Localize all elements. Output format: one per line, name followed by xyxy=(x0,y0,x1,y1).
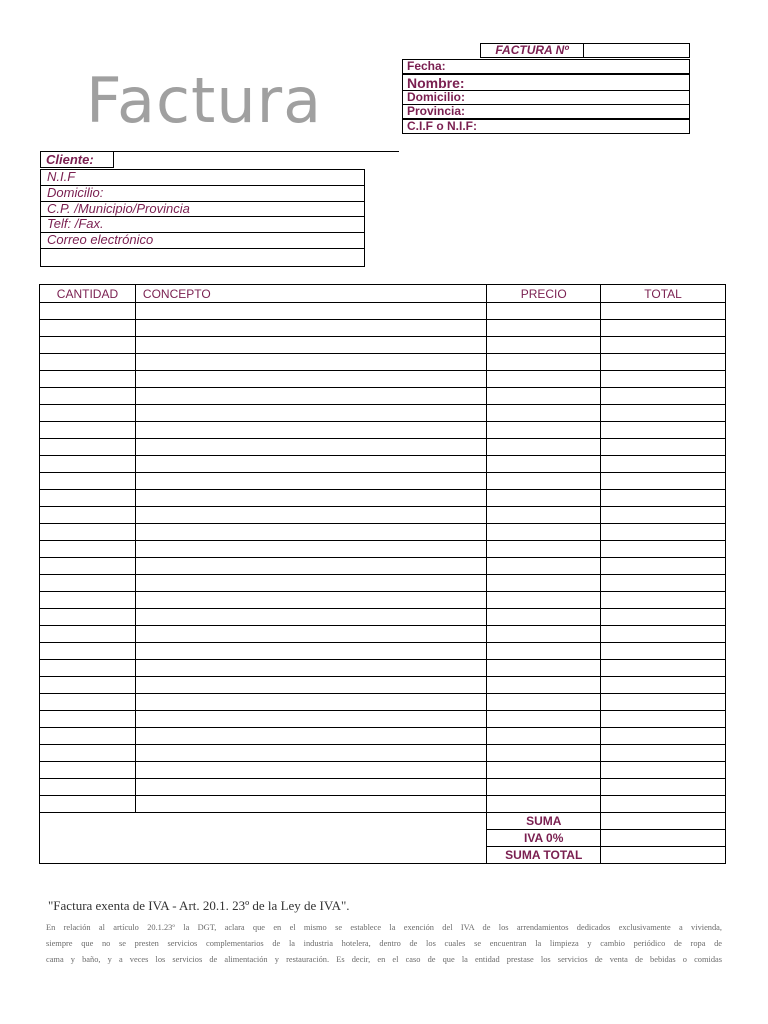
name-field[interactable] xyxy=(402,74,690,91)
table-row xyxy=(40,320,726,337)
table-row xyxy=(40,796,726,813)
table-row xyxy=(40,626,726,643)
cell-price[interactable] xyxy=(487,796,601,813)
client-postal-field[interactable] xyxy=(40,201,365,217)
cell-concept[interactable] xyxy=(135,456,486,473)
cell-total[interactable] xyxy=(601,660,726,677)
cell-concept[interactable] xyxy=(135,643,486,660)
date-label: Fecha: xyxy=(407,59,446,73)
province-field[interactable] xyxy=(402,104,690,119)
cell-price[interactable] xyxy=(487,439,601,456)
cell-concept[interactable] xyxy=(135,405,486,422)
tax-id-label: C.I.F o N.I.F: xyxy=(407,119,477,133)
legal-line: En relación al artículo 20.1.23º la DGT, aclara que en el mismo se establece la exención del IVA de los arrendamientos dedicados exclusivamente a vivienda, xyxy=(46,923,722,932)
cell-concept[interactable] xyxy=(135,796,486,813)
cell-quantity[interactable] xyxy=(40,354,136,371)
client-email-field[interactable] xyxy=(40,232,365,249)
cell-total[interactable] xyxy=(601,626,726,643)
table-row xyxy=(40,762,726,779)
cell-price[interactable] xyxy=(487,473,601,490)
legal-line: siempre que no se presten servicios complementarios de la industria hotelera, dentro de los cuales se encuentran la limpieza y cambio periódico de ropa de xyxy=(46,939,722,948)
cell-total[interactable] xyxy=(601,405,726,422)
cell-quantity[interactable] xyxy=(40,592,136,609)
province-label: Provincia: xyxy=(407,104,466,118)
cell-quantity[interactable] xyxy=(40,337,136,354)
cell-price[interactable] xyxy=(487,541,601,558)
cell-concept[interactable] xyxy=(135,575,486,592)
cell-concept[interactable] xyxy=(135,490,486,507)
cell-quantity[interactable] xyxy=(40,371,136,388)
cell-price[interactable] xyxy=(487,320,601,337)
items-body xyxy=(40,303,726,813)
table-row xyxy=(40,456,726,473)
cell-quantity[interactable] xyxy=(40,660,136,677)
cell-total[interactable] xyxy=(601,524,726,541)
cell-total[interactable] xyxy=(601,456,726,473)
cell-price[interactable] xyxy=(487,490,601,507)
cell-price[interactable] xyxy=(487,643,601,660)
cell-quantity[interactable] xyxy=(40,694,136,711)
cell-price[interactable] xyxy=(487,354,601,371)
cell-concept[interactable] xyxy=(135,728,486,745)
table-row xyxy=(40,354,726,371)
table-row xyxy=(40,490,726,507)
cell-total[interactable] xyxy=(601,745,726,762)
column-header-concept: CONCEPTO xyxy=(135,285,486,303)
cell-total[interactable] xyxy=(601,592,726,609)
cell-total[interactable] xyxy=(601,609,726,626)
cell-concept[interactable] xyxy=(135,626,486,643)
totals-empty-area xyxy=(40,813,487,864)
invoice-number-label: FACTURA Nº xyxy=(480,43,584,58)
cell-total[interactable] xyxy=(601,779,726,796)
table-row xyxy=(40,575,726,592)
table-row xyxy=(40,337,726,354)
cell-concept[interactable] xyxy=(135,779,486,796)
cell-quantity[interactable] xyxy=(40,524,136,541)
table-row xyxy=(40,609,726,626)
client-address-label: Domicilio: xyxy=(47,185,104,200)
column-header-quantity: CANTIDAD xyxy=(40,285,136,303)
cell-total[interactable] xyxy=(601,371,726,388)
cell-concept[interactable] xyxy=(135,354,486,371)
table-row xyxy=(40,541,726,558)
cell-price[interactable] xyxy=(487,660,601,677)
cell-quantity[interactable] xyxy=(40,626,136,643)
cell-quantity[interactable] xyxy=(40,558,136,575)
cell-quantity[interactable] xyxy=(40,541,136,558)
vat-value-cell[interactable] xyxy=(601,830,726,847)
cell-price[interactable] xyxy=(487,728,601,745)
cell-price[interactable] xyxy=(487,456,601,473)
cell-price[interactable] xyxy=(487,694,601,711)
cell-concept[interactable] xyxy=(135,303,486,320)
client-extra-field[interactable] xyxy=(40,248,365,267)
vendor-info-box xyxy=(402,43,690,134)
cell-quantity[interactable] xyxy=(40,303,136,320)
cell-total[interactable] xyxy=(601,575,726,592)
cell-total[interactable] xyxy=(601,677,726,694)
legal-line: cama y baño, y a veces los servicios de alimentación y restauración. Es decir, en el caso de que la entidad prestase los servicios de venta de bebidas o comidas xyxy=(46,955,722,964)
address-label: Domicilio: xyxy=(407,90,466,104)
table-row xyxy=(40,439,726,456)
cell-price[interactable] xyxy=(487,388,601,405)
address-field[interactable] xyxy=(402,90,690,105)
cell-quantity[interactable] xyxy=(40,473,136,490)
cell-quantity[interactable] xyxy=(40,422,136,439)
tax-id-field[interactable] xyxy=(402,119,690,134)
cell-price[interactable] xyxy=(487,422,601,439)
table-row xyxy=(40,507,726,524)
cell-concept[interactable] xyxy=(135,745,486,762)
table-row xyxy=(40,711,726,728)
grand-total-value-cell[interactable] xyxy=(601,847,726,864)
cell-concept[interactable] xyxy=(135,422,486,439)
cell-quantity[interactable] xyxy=(40,405,136,422)
table-row xyxy=(40,643,726,660)
cell-price[interactable] xyxy=(487,303,601,320)
cell-quantity[interactable] xyxy=(40,439,136,456)
cell-total[interactable] xyxy=(601,694,726,711)
date-field[interactable] xyxy=(402,59,690,74)
table-row xyxy=(40,779,726,796)
client-label: Cliente: xyxy=(40,151,114,168)
cell-quantity[interactable] xyxy=(40,677,136,694)
cell-price[interactable] xyxy=(487,677,601,694)
vat-exemption-note: "Factura exenta de IVA - Art. 20.1. 23º de la Ley de IVA". xyxy=(48,898,350,913)
client-nif-label: N.I.F xyxy=(47,169,76,184)
cell-concept[interactable] xyxy=(135,388,486,405)
table-row xyxy=(40,745,726,762)
client-nif-field[interactable] xyxy=(40,169,365,186)
cell-concept[interactable] xyxy=(135,660,486,677)
table-row xyxy=(40,728,726,745)
table-row xyxy=(40,660,726,677)
cell-total[interactable] xyxy=(601,422,726,439)
cell-total[interactable] xyxy=(601,796,726,813)
cell-total[interactable] xyxy=(601,490,726,507)
column-header-total: TOTAL xyxy=(601,285,726,303)
cell-concept[interactable] xyxy=(135,677,486,694)
vat-label: IVA 0% xyxy=(487,830,601,847)
cell-price[interactable] xyxy=(487,779,601,796)
cell-quantity[interactable] xyxy=(40,762,136,779)
cell-total[interactable] xyxy=(601,711,726,728)
table-row xyxy=(40,388,726,405)
legal-text xyxy=(46,920,722,968)
cell-quantity[interactable] xyxy=(40,643,136,660)
cell-quantity[interactable] xyxy=(40,507,136,524)
cell-concept[interactable] xyxy=(135,762,486,779)
table-row xyxy=(40,677,726,694)
cell-price[interactable] xyxy=(487,762,601,779)
totals-body xyxy=(40,813,726,864)
cell-price[interactable] xyxy=(487,524,601,541)
client-address-field[interactable] xyxy=(40,185,365,202)
table-row xyxy=(40,405,726,422)
items-table xyxy=(39,284,726,864)
cell-concept[interactable] xyxy=(135,507,486,524)
table-row xyxy=(40,371,726,388)
cell-concept[interactable] xyxy=(135,609,486,626)
cell-price[interactable] xyxy=(487,371,601,388)
table-row xyxy=(40,303,726,320)
cell-quantity[interactable] xyxy=(40,320,136,337)
table-row xyxy=(40,473,726,490)
sum-row xyxy=(40,813,726,830)
table-header-row xyxy=(40,285,726,303)
sum-value-cell[interactable] xyxy=(601,813,726,830)
cell-concept[interactable] xyxy=(135,473,486,490)
cell-price[interactable] xyxy=(487,609,601,626)
cell-quantity[interactable] xyxy=(40,575,136,592)
cell-total[interactable] xyxy=(601,388,726,405)
grand-total-label: SUMA TOTAL xyxy=(487,847,601,864)
cell-price[interactable] xyxy=(487,711,601,728)
table-row xyxy=(40,694,726,711)
cell-concept[interactable] xyxy=(135,694,486,711)
cell-total[interactable] xyxy=(601,439,726,456)
table-row xyxy=(40,592,726,609)
cell-quantity[interactable] xyxy=(40,609,136,626)
cell-concept[interactable] xyxy=(135,320,486,337)
cell-quantity[interactable] xyxy=(40,711,136,728)
cell-price[interactable] xyxy=(487,507,601,524)
cell-price[interactable] xyxy=(487,592,601,609)
table-row xyxy=(40,524,726,541)
cell-quantity[interactable] xyxy=(40,745,136,762)
cell-price[interactable] xyxy=(487,575,601,592)
client-email-label: Correo electrónico xyxy=(47,232,154,247)
client-phone-field[interactable] xyxy=(40,216,365,233)
cell-concept[interactable] xyxy=(135,541,486,558)
column-header-price: PRECIO xyxy=(487,285,601,303)
cell-quantity[interactable] xyxy=(40,490,136,507)
cell-total[interactable] xyxy=(601,643,726,660)
cell-total[interactable] xyxy=(601,541,726,558)
cell-concept[interactable] xyxy=(135,371,486,388)
cell-quantity[interactable] xyxy=(40,779,136,796)
cell-total[interactable] xyxy=(601,320,726,337)
cell-total[interactable] xyxy=(601,507,726,524)
cell-price[interactable] xyxy=(487,745,601,762)
cell-quantity[interactable] xyxy=(40,796,136,813)
cell-price[interactable] xyxy=(487,405,601,422)
cell-price[interactable] xyxy=(487,626,601,643)
cell-total[interactable] xyxy=(601,303,726,320)
client-postal-label: C.P. /Municipio/Provincia xyxy=(47,201,190,216)
cell-concept[interactable] xyxy=(135,558,486,575)
cell-total[interactable] xyxy=(601,354,726,371)
cell-price[interactable] xyxy=(487,337,601,354)
cell-price[interactable] xyxy=(487,558,601,575)
cell-quantity[interactable] xyxy=(40,388,136,405)
sum-label: SUMA xyxy=(487,813,601,830)
client-phone-label: Telf: /Fax. xyxy=(47,216,104,231)
cell-total[interactable] xyxy=(601,728,726,745)
table-row xyxy=(40,422,726,439)
cell-total[interactable] xyxy=(601,558,726,575)
cell-concept[interactable] xyxy=(135,711,486,728)
invoice-number-field[interactable] xyxy=(584,43,690,58)
cell-total[interactable] xyxy=(601,762,726,779)
cell-concept[interactable] xyxy=(135,337,486,354)
table-row xyxy=(40,558,726,575)
cell-total[interactable] xyxy=(601,473,726,490)
cell-concept[interactable] xyxy=(135,439,486,456)
cell-total[interactable] xyxy=(601,337,726,354)
page-title: Factura xyxy=(86,64,323,137)
cell-concept[interactable] xyxy=(135,524,486,541)
cell-concept[interactable] xyxy=(135,592,486,609)
cell-quantity[interactable] xyxy=(40,728,136,745)
cell-quantity[interactable] xyxy=(40,456,136,473)
name-label: Nombre: xyxy=(407,75,465,91)
